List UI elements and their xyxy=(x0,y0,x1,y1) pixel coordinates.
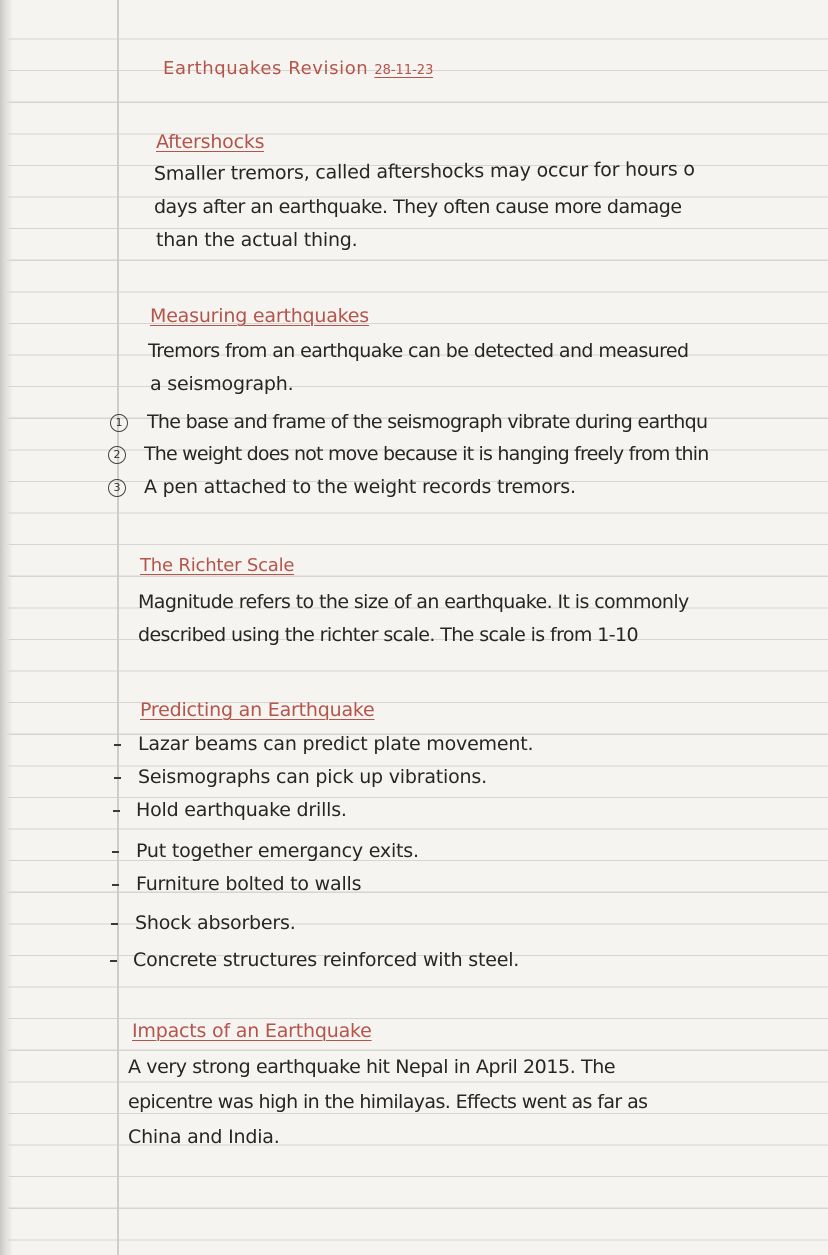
bullet-dash xyxy=(112,851,119,853)
measuring-line-2: a seismograph. xyxy=(150,373,294,395)
page-title-line xyxy=(163,58,433,82)
measuring-step-1: The base and frame of the seismograph vibrate during earthqu xyxy=(147,411,708,433)
predicting-item-6: Shock absorbers. xyxy=(135,912,296,934)
aftershocks-line-3: than the actual thing. xyxy=(156,229,358,251)
measuring-line-1: Tremors from an earthquake can be detected and measured xyxy=(148,340,689,362)
predicting-item-1: Lazar beams can predict plate movement. xyxy=(138,733,534,755)
predicting-heading: Predicting an Earthquake xyxy=(140,699,375,721)
step-marker-3: 3 xyxy=(108,479,126,497)
margin-line xyxy=(117,0,119,1255)
bullet-dash xyxy=(114,744,121,746)
richter-line-1: Magnitude refers to the size of an earthquake. It is commonly xyxy=(138,591,689,613)
notebook-binding xyxy=(0,0,12,1255)
aftershocks-line-1: Smaller tremors, called aftershocks may occur for hours o xyxy=(153,158,695,185)
bullet-dash xyxy=(110,960,117,962)
richter-line-2: described using the richter scale. The scale is from 1-10 xyxy=(138,624,638,646)
predicting-item-7: Concrete structures reinforced with steel. xyxy=(133,949,520,971)
page-title: Earthquakes Revision xyxy=(163,58,369,79)
step-marker-1: 1 xyxy=(110,414,128,432)
impacts-line-3: China and India. xyxy=(128,1126,280,1148)
page-date: 28-11-23 xyxy=(374,63,434,78)
bullet-dash xyxy=(113,810,120,812)
predicting-item-4: Put together emergancy exits. xyxy=(136,840,419,862)
bullet-dash xyxy=(112,884,119,886)
measuring-heading: Measuring earthquakes xyxy=(150,305,369,327)
measuring-step-2: The weight does not move because it is hanging freely from thin xyxy=(144,443,709,465)
predicting-item-2: Seismographs can pick up vibrations. xyxy=(138,766,487,788)
impacts-heading: Impacts of an Earthquake xyxy=(132,1020,372,1042)
measuring-step-3: A pen attached to the weight records tremors. xyxy=(144,476,576,498)
aftershocks-line-2: days after an earthquake. They often cause more damage xyxy=(154,196,682,218)
impacts-line-2: epicentre was high in the himilayas. Effects went as far as xyxy=(128,1091,648,1113)
step-marker-2: 2 xyxy=(108,446,126,464)
aftershocks-heading: Aftershocks xyxy=(156,131,265,153)
bullet-dash xyxy=(111,923,118,925)
impacts-line-1: A very strong earthquake hit Nepal in April 2015. The xyxy=(128,1056,616,1078)
predicting-item-3: Hold earthquake drills. xyxy=(136,799,347,821)
richter-heading: The Richter Scale xyxy=(140,555,295,576)
predicting-item-5: Furniture bolted to walls xyxy=(136,873,362,895)
bullet-dash xyxy=(114,777,121,779)
